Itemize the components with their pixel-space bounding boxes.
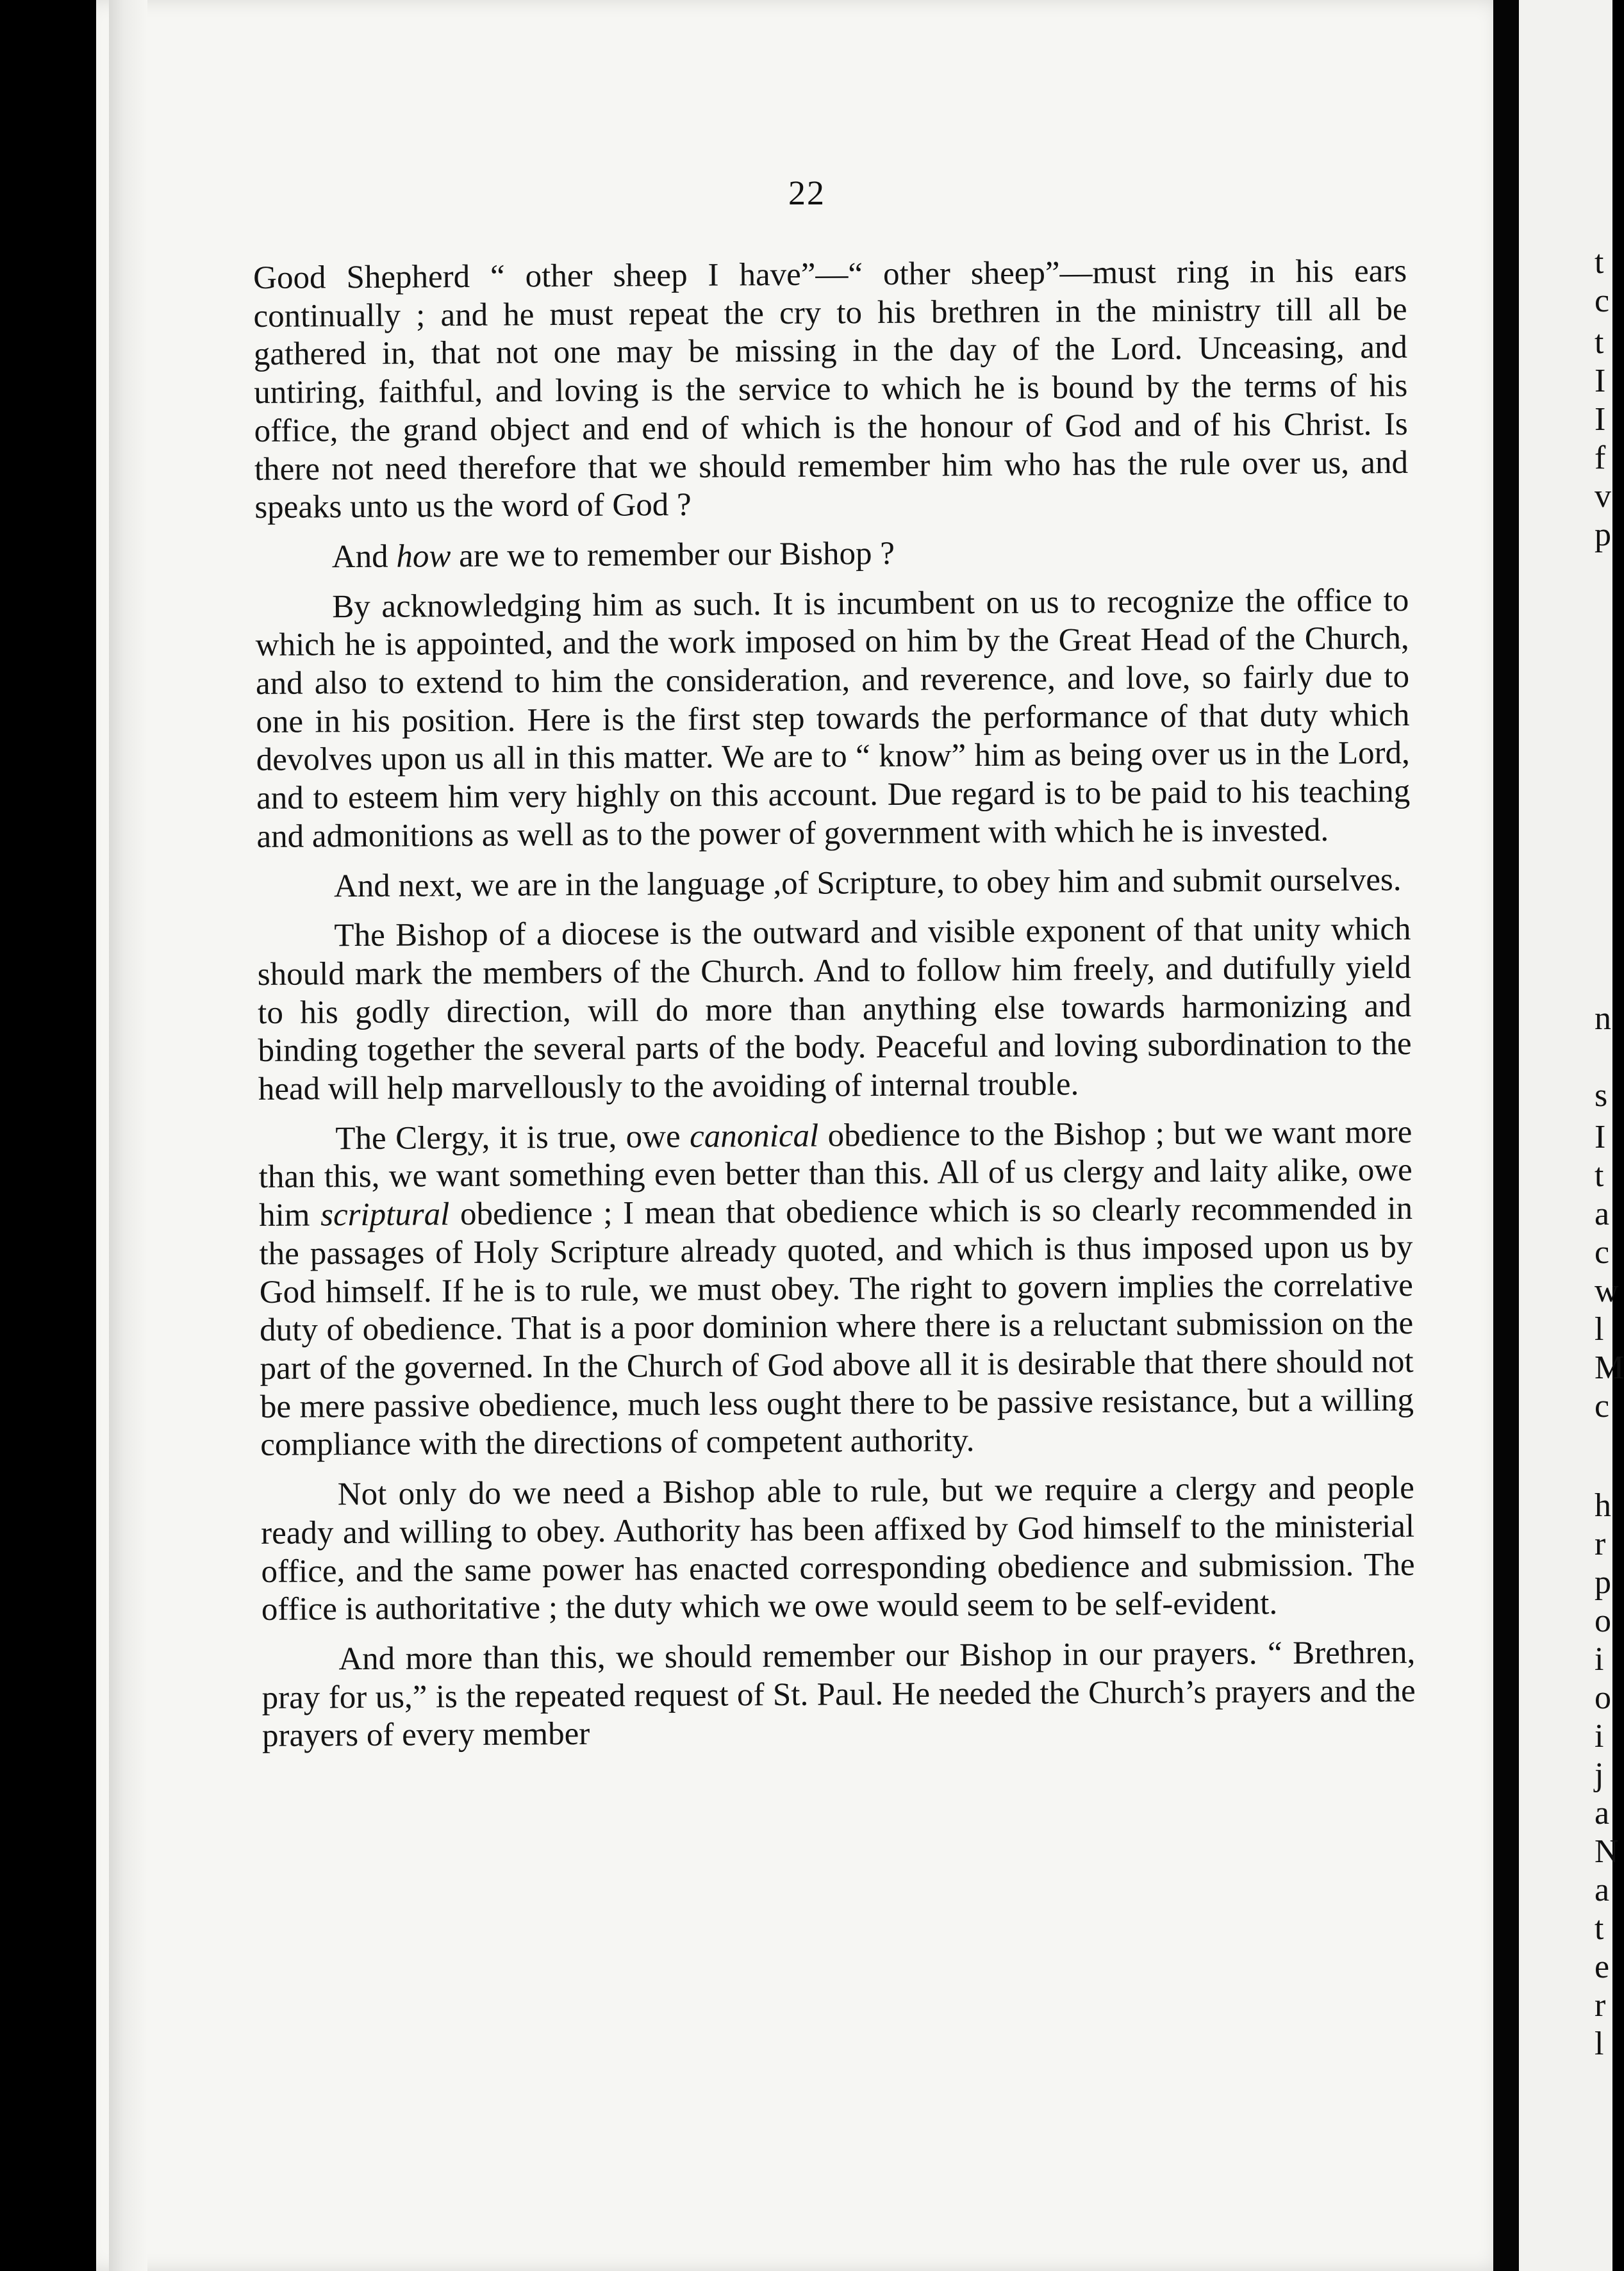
- paragraph: And more than this, we should remember our Bishop in our prayers. “ Brethren, pray for us,” is the repeated request of St. Paul. He needed the Church’s prayers and the prayers of every member: [261, 1634, 1416, 1755]
- adjacent-page-fragment: v: [1595, 478, 1611, 515]
- adjacent-page-fragment: o: [1595, 1603, 1611, 1639]
- adjacent-page-fragment: i: [1595, 1641, 1604, 1678]
- adjacent-page-fragment: I: [1595, 401, 1606, 438]
- text-run: And: [331, 538, 397, 575]
- adjacent-page-fragment: j: [1595, 1756, 1604, 1793]
- adjacent-page-fragment: a: [1595, 1872, 1610, 1908]
- text-run: obedience ; I mean that obedience which is so clearly recommended in the passages of Holy Scripture already quoted, and which is thus imposed upon us by God himself. If he is to rule, we must obey. The right to govern implies the correlative duty of obedience. That is a poor dominion where there is a reluctant submission on the part of the governed. In the Church of God above all it is desirable that there should not be mere passive obedience, much less ought there to be passive resistance, but a willing compliance with the directions of competent authority.: [259, 1191, 1414, 1464]
- adjacent-page-fragment: t: [1595, 324, 1604, 361]
- adjacent-page-fragment: t: [1595, 244, 1604, 281]
- paragraph: And next, we are in the language ,of Scripture, to obey him and submit ourselves.: [333, 861, 1402, 904]
- adjacent-page-fragment: f: [1595, 440, 1606, 476]
- text-run: obedience to the Bishop ; but we want more than this, we want something even better than this. All of us clergy and laity alike, owe him: [258, 1114, 1413, 1234]
- paragraph: By acknowledging him as such. It is incumbent on us to recognize the office to which he is appointed, and the work imposed on him by the Great Head of the Church, and also to extend to him the consideration, and reverence, and love, so fairly due to one in his position. Here is the first step towards the performance of that duty which devolves upon us all in this matter. We are to “ know” him as being over us in the Lord, and to esteem him very highly on this account. Due regard is to be paid to his teaching and admonitions as well as to the power of government with which he is invested.: [255, 582, 1411, 855]
- adjacent-page-fragment: s: [1595, 1077, 1608, 1114]
- adjacent-page-fragment: c: [1595, 283, 1610, 319]
- text-run: The Clergy, it is true, owe: [335, 1118, 690, 1157]
- adjacent-page-fragment: c: [1595, 1388, 1610, 1425]
- adjacent-page-strip: [1519, 0, 1624, 2271]
- paragraph: Good Shepherd “ other sheep I have”—“ other sheep”—must ring in his ears continually ; and he must repeat the cry to his brethren in the ministry till all be gathered in, that not one may be missing in the day of the Lord. Unceasing, and untiring, faithful, and loving is the service to which he is bound by the terms of his office, the grand object and end of which is the honour of God and of his Christ. Is there not need therefore that we should remember him who has the rule over us, and speaks unto us the word of God ?: [253, 253, 1409, 526]
- adjacent-page-fragment: l: [1595, 2026, 1604, 2062]
- adjacent-page-fragment: t: [1595, 1157, 1604, 1194]
- adjacent-page-fragment: l: [1595, 1311, 1604, 1348]
- adjacent-page-fragment: c: [1595, 1234, 1610, 1271]
- adjacent-page-fragment: r: [1595, 1987, 1606, 2024]
- adjacent-page-fragment: e: [1595, 1949, 1610, 1985]
- adjacent-page-fragment: I: [1595, 363, 1606, 399]
- paragraph-question: [255, 532, 1409, 577]
- adjacent-page-fragment: n: [1595, 1000, 1611, 1037]
- adjacent-page-fragment: i: [1595, 1718, 1604, 1755]
- adjacent-page-fragment: a: [1595, 1795, 1610, 1831]
- text-run: are we to remember our Bishop ?: [451, 535, 895, 575]
- adjacent-page-fragment: a: [1595, 1196, 1610, 1232]
- italic-run: how: [396, 538, 451, 575]
- paragraph: Not only do we need a Bishop able to rule, but we require a clergy and people ready and willing to obey. Authority has been affixed by God himself to the ministerial office, and the same power has enacted corresponding obedience and submission. The office is authoritative ; the duty which we owe would seem to be self-evident.: [260, 1470, 1415, 1628]
- adjacent-page-fragment: r: [1595, 1526, 1606, 1562]
- adjacent-page-fragment: I: [1595, 1119, 1606, 1155]
- book-gutter: [1493, 0, 1519, 2271]
- page-edge-shadow: [109, 0, 147, 2271]
- adjacent-page-fragment: t: [1595, 1910, 1604, 1947]
- adjacent-page-fragment: M: [1595, 1350, 1624, 1386]
- adjacent-page-fragment: w: [1595, 1273, 1619, 1309]
- italic-run: canonical: [689, 1118, 819, 1155]
- adjacent-page-fragment: h: [1595, 1487, 1611, 1524]
- adjacent-page-fragment: p: [1595, 1564, 1611, 1601]
- paragraph: The Bishop of a diocese is the outward and visible exponent of that unity which should mark the members of the Church. And to follow him freely, and dutifully yield to his godly direction, will do more than anything else towards harmonizing and binding together the several parts of the body. Peaceful and loving subordination to the head will help marvellously to the avoiding of internal trouble.: [257, 911, 1412, 1108]
- adjacent-page-fragment: p: [1595, 516, 1611, 553]
- paragraph-clergy: [258, 1114, 1414, 1465]
- body-text: [253, 252, 1416, 1767]
- italic-run: scriptural: [320, 1196, 450, 1234]
- page-number: 22: [788, 174, 825, 212]
- adjacent-page-fragment: N: [1595, 1833, 1619, 1870]
- adjacent-page-fragment: o: [1595, 1680, 1611, 1716]
